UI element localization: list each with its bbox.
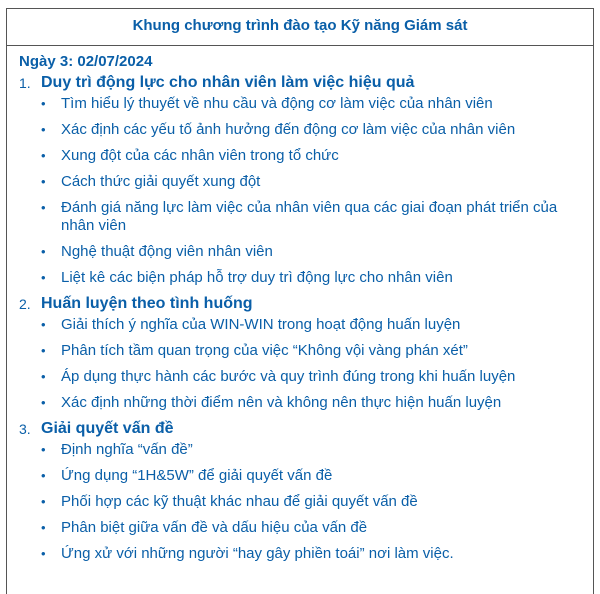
list-item-text: Giải thích ý nghĩa của WIN-WIN trong hoạt động huấn luyện [61,316,461,333]
bullet-icon: • [41,468,46,483]
list-item-text: Tìm hiểu lý thuyết về nhu cầu và động cơ làm việc của nhân viên [61,95,493,112]
list-item-text: Đánh giá năng lực làm việc của nhân viên qua các giai đoạn phát triển của nhân viên [61,199,558,234]
list-item [19,493,583,511]
list-item [19,269,583,287]
list-item-text: Xác định các yếu tố ảnh hưởng đến động cơ làm việc của nhân viên [61,121,516,138]
list-item-text: Ứng xử với những người “hay gây phiền toái” nơi làm việc. [61,545,454,562]
list-item-text: Ứng dụng “1H&5W” để giải quyết vấn đề [61,467,333,484]
list-item [19,441,583,459]
list-item [19,95,583,113]
section-number: 2. [19,296,31,312]
list-item [19,199,583,235]
list-item [19,467,583,485]
list-item-text: Nghệ thuật động viên nhân viên [61,243,273,260]
bullet-icon: • [41,148,46,163]
section-number: 1. [19,75,31,91]
list-item-text: Xung đột của các nhân viên trong tổ chức [61,147,339,164]
list-item-text: Áp dụng thực hành các bước và quy trình đúng trong khi huấn luyện [61,368,516,385]
bullet-icon: • [41,369,46,384]
bullet-icon: • [41,270,46,285]
list-item-text: Liệt kê các biện pháp hỗ trợ duy trì động lực cho nhân viên [61,269,453,286]
page-title: Khung chương trình đào tạo Kỹ năng Giám sát [7,9,593,46]
section-title: Huấn luyện theo tình huống [41,295,253,312]
bullet-icon: • [41,244,46,259]
bullet-icon: • [41,174,46,189]
bullet-icon: • [41,122,46,137]
list-item-text: Xác định những thời điểm nên và không nên thực hiện huấn luyện [61,394,502,411]
list-item [19,147,583,165]
sections-list [19,74,583,563]
bullet-icon: • [41,200,46,215]
list-item [19,519,583,537]
section-items-3 [19,441,583,563]
bullet-icon: • [41,317,46,332]
list-item [19,243,583,261]
section-heading-2 [19,295,583,313]
list-item [19,121,583,139]
bullet-icon: • [41,494,46,509]
list-item [19,545,583,563]
bullet-icon: • [41,96,46,111]
section-title: Duy trì động lực cho nhân viên làm việc hiệu quả [41,74,415,91]
curriculum-frame [6,8,594,594]
bullet-icon: • [41,546,46,561]
list-item [19,368,583,386]
bullet-icon: • [41,343,46,358]
list-item [19,394,583,412]
section-items-1 [19,95,583,287]
curriculum-content [7,46,593,563]
list-item-text: Định nghĩa “vấn đề” [61,441,193,458]
list-item-text: Phân biệt giữa vấn đề và dấu hiệu của vấn đề [61,519,368,536]
bullet-icon: • [41,395,46,410]
section-title: Giải quyết vấn đề [41,420,174,437]
section-number: 3. [19,421,31,437]
section-heading-3 [19,420,583,438]
day-heading: Ngày 3: 02/07/2024 [19,53,153,70]
list-item-text: Cách thức giải quyết xung đột [61,173,261,190]
list-item [19,342,583,360]
bullet-icon: • [41,442,46,457]
list-item [19,316,583,334]
section-items-2 [19,316,583,412]
list-item [19,173,583,191]
bullet-icon: • [41,520,46,535]
section-heading-1 [19,74,583,92]
list-item-text: Phân tích tầm quan trọng của việc “Không vội vàng phán xét” [61,342,468,359]
list-item-text: Phối hợp các kỹ thuật khác nhau để giải quyết vấn đề [61,493,418,510]
